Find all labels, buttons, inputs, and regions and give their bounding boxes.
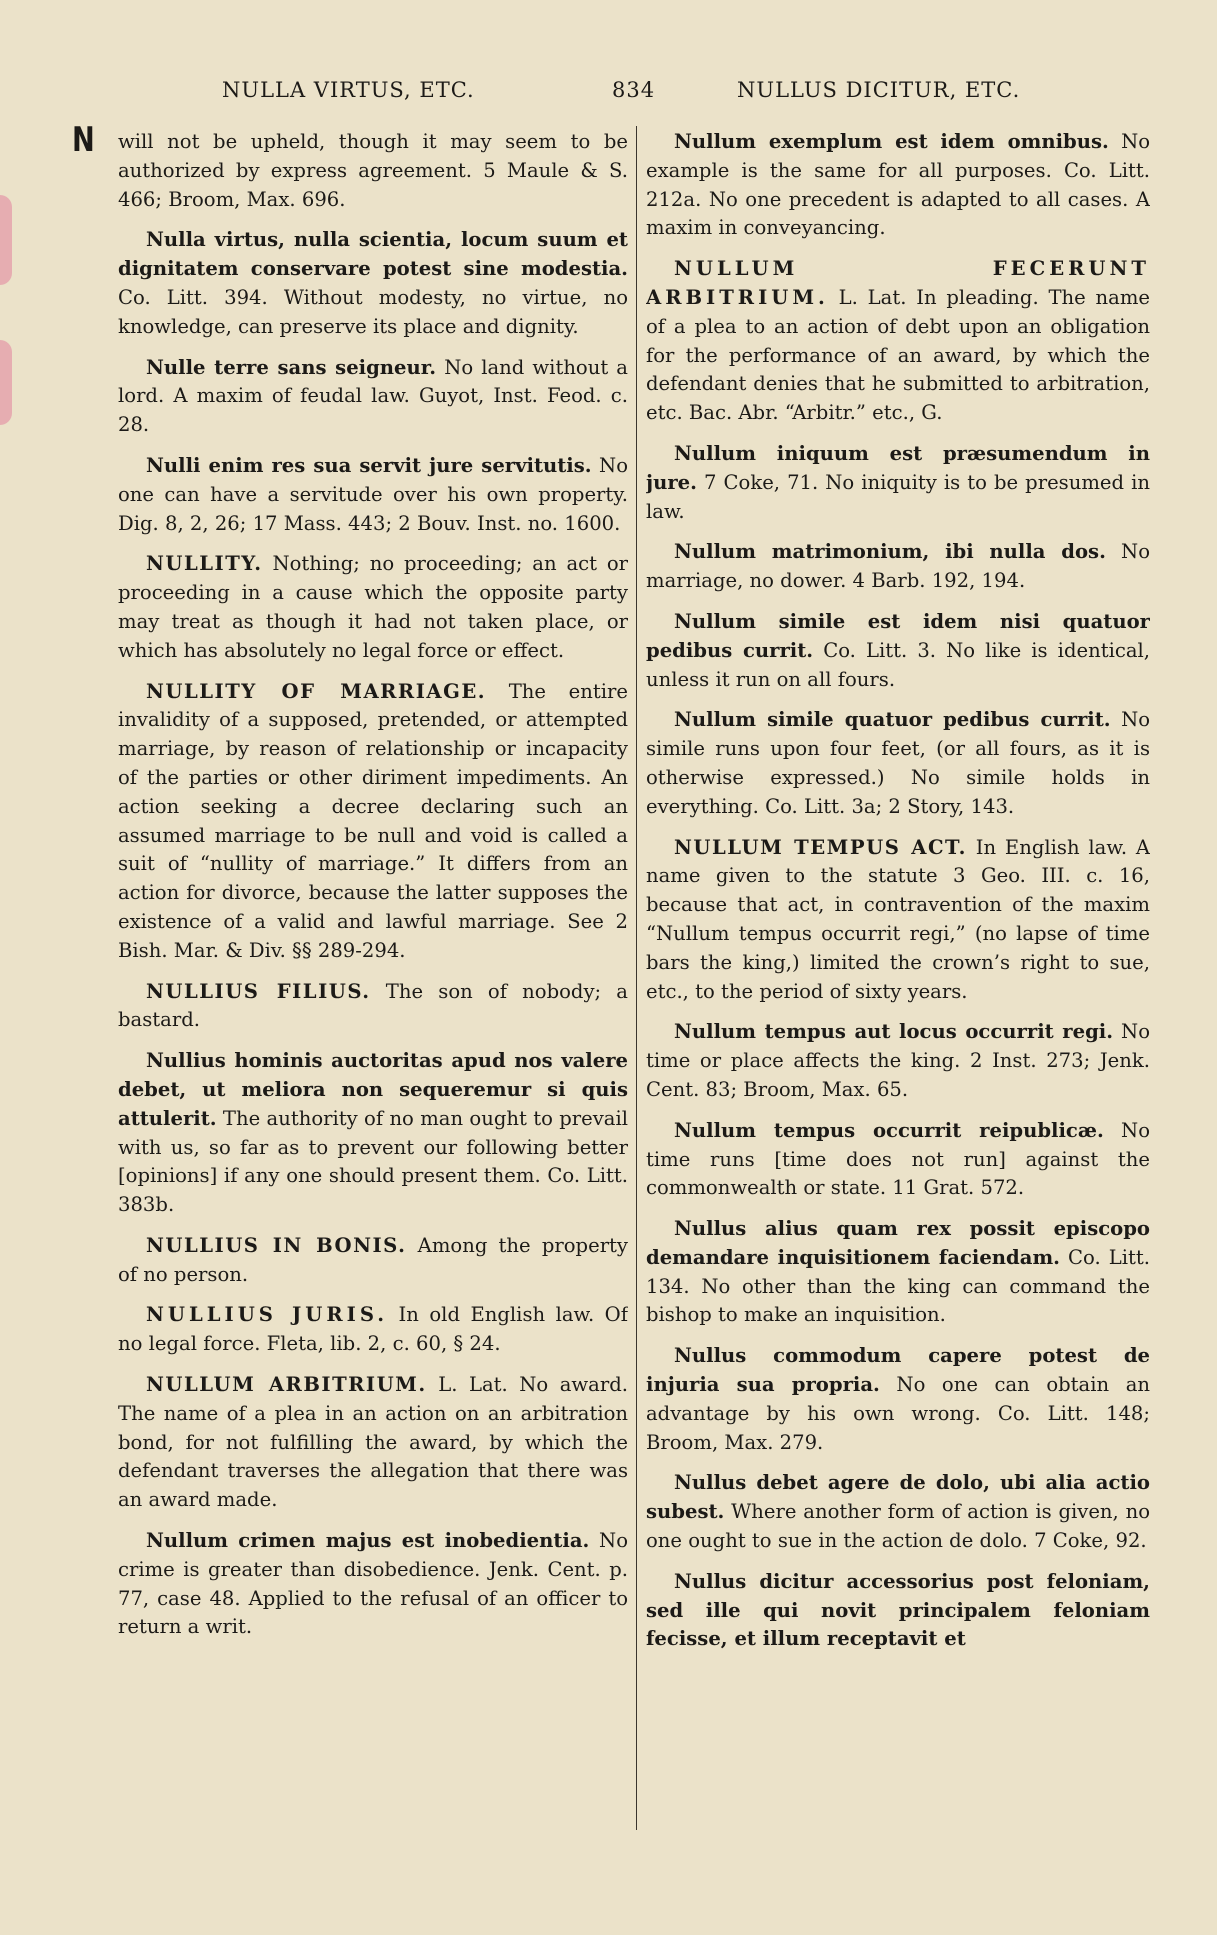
- dictionary-entry: [646, 538, 1150, 596]
- entry-body: Where another form of action is given, no one ought to sue in the action de dolo. 7 Coke, 92.: [646, 1500, 1150, 1553]
- entry-headword: NULLIUS FILIUS.: [146, 979, 371, 1003]
- entry-body: L. Lat. No award. The name of a plea in an action on an arbitration bond, for not fulfilling the award, by which the defendant traverses the allegation that there was an award made.: [118, 1373, 628, 1512]
- dictionary-entry: [118, 128, 628, 214]
- dictionary-entry: [118, 1527, 628, 1642]
- entry-body: Co. Litt. 134. No other than the king can command the bishop to make an inquisition.: [646, 1245, 1150, 1327]
- page-number: 834: [612, 78, 656, 102]
- entry-headword: NULLUM FECERUNT ARBITRIUM.: [646, 257, 1150, 309]
- entry-body: No simile runs upon four feet, (or all fours, as it is otherwise expressed.) No simile holds in everything. Co. Litt. 3a; 2 Story, 143.: [646, 708, 1150, 818]
- entry-body: The authority of no man ought to prevail with us, so far as to prevent our following better [opinions] if any one should present them. Co. Litt. 383b.: [118, 1106, 628, 1217]
- dictionary-entry: [646, 1018, 1150, 1104]
- right-column: [646, 128, 1150, 1848]
- dictionary-entry: [118, 1371, 628, 1515]
- dictionary-entry: [646, 1117, 1150, 1203]
- dictionary-entry: [118, 354, 628, 440]
- entry-body: 7 Coke, 71. No iniquity is to be presumed in law.: [646, 470, 1150, 523]
- dictionary-entry: [646, 128, 1150, 243]
- dictionary-entry: [118, 978, 628, 1036]
- entry-body: No marriage, no dower. 4 Barb. 192, 194.: [646, 540, 1150, 593]
- dictionary-entry: [646, 1568, 1150, 1654]
- entry-headword: NULLUM TEMPUS ACT.: [674, 835, 967, 859]
- entry-headword: Nulle terre sans seigneur.: [146, 355, 437, 379]
- entry-body: Among the property of no person.: [118, 1233, 628, 1286]
- page-edge-stain: [0, 195, 12, 285]
- dictionary-entry: [118, 678, 628, 966]
- entry-body: Co. Litt. 3. No like is identical, unless it run on all fours.: [646, 638, 1150, 691]
- running-head: [0, 78, 1217, 104]
- entry-body: No crime is greater than disobedience. Jenk. Cent. p. 77, case 48. Applied to the refusal of an officer to return a writ.: [118, 1529, 628, 1639]
- entry-body: No land without a lord. A maxim of feudal law. Guyot, Inst. Feod. c. 28.: [118, 355, 628, 437]
- entry-body: In old English law. Of no legal force. Fleta, lib. 2, c. 60, § 24.: [118, 1303, 628, 1356]
- entry-headword: Nullum iniquum est præsumendum in jure.: [646, 441, 1150, 494]
- dictionary-entry: [118, 452, 628, 538]
- column-rule: [636, 126, 637, 1830]
- entry-headword: Nulli enim res sua servit jure servitutis.: [146, 453, 592, 477]
- entry-headword: Nullus commodum capere potest de injuria sua propria.: [646, 1344, 1150, 1397]
- entry-headword: Nullum simile est idem nisi quatuor pedibus currit.: [646, 609, 1150, 662]
- entry-body: No one can obtain an advantage by his own wrong. Co. Litt. 148; Broom, Max. 279.: [646, 1373, 1150, 1454]
- entry-body: Nothing; no proceeding; an act or proceeding in a cause which the opposite party may treat as though it had not taken place, or which has absolutely no legal force or effect.: [118, 552, 628, 662]
- entry-body: No time or place affects the king. 2 Inst. 273; Jenk. Cent. 83; Broom, Max. 65.: [646, 1020, 1150, 1101]
- entry-headword: Nullum simile quatuor pedibus currit.: [674, 708, 1111, 732]
- entry-headword: NULLIUS IN BONIS.: [146, 1233, 407, 1257]
- dictionary-entry: [646, 1342, 1150, 1457]
- entry-headword: Nullum matrimonium, ibi nulla dos.: [674, 540, 1106, 564]
- entry-body: In English law. A name given to the statute 3 Geo. III. c. 16, because that act, in contravention of the maxim “Nullum tempus occurrit regi,” (no lapse of time bars the king,) limited the crown’s right to sue, etc., to the period of sixty years.: [646, 835, 1150, 1003]
- entry-body: L. Lat. In pleading. The name of a plea to an action of debt upon an obligation for the performance of an award, by which the defendant denies that he submitted to arbitration, etc. Bac. Abr. “Arbitr.” etc., G.: [646, 285, 1150, 425]
- page-edge-stain: [0, 340, 12, 425]
- entry-body: No example is the same for all purposes. Co. Litt. 212a. No one precedent is adapted to all cases. A maxim in conveyancing.: [646, 130, 1150, 240]
- entry-headword: Nullus debet agere de dolo, ubi alia actio subest.: [646, 1471, 1150, 1524]
- dictionary-entry: [646, 255, 1150, 428]
- dictionary-entry: [118, 550, 628, 665]
- entry-headword: Nullum tempus occurrit reipublicæ.: [674, 1118, 1104, 1142]
- dictionary-entry: [646, 608, 1150, 694]
- dictionary-entry: [118, 1047, 628, 1220]
- dictionary-entry: [646, 706, 1150, 821]
- entry-headword: NULLITY.: [146, 552, 263, 576]
- dictionary-entry: [646, 1469, 1150, 1555]
- dictionary-entry: [118, 1301, 628, 1359]
- running-head-left: NULLA VIRTUS, ETC.: [222, 78, 475, 102]
- entry-headword: Nulla virtus, nulla scientia, locum suum et dignitatem conservare potest sine modestia.: [118, 228, 628, 281]
- left-column: [118, 128, 628, 1848]
- thumb-index-letter: N: [72, 120, 95, 160]
- entry-headword: Nullum tempus aut locus occurrit regi.: [674, 1020, 1114, 1044]
- entry-headword: Nullum crimen majus est inobedientia.: [146, 1529, 590, 1553]
- entry-body: Co. Litt. 394. Without modesty, no virtue, no knowledge, can preserve its place and dignity.: [118, 285, 628, 338]
- entry-headword: Nullum exemplum est idem omnibus.: [674, 130, 1109, 153]
- dictionary-entry: [118, 226, 628, 341]
- dictionary-entry: [646, 834, 1150, 1007]
- entry-headword: Nullus alius quam rex possit episcopo demandare inquisitionem faciendam.: [646, 1217, 1150, 1269]
- entry-headword: Nullus dicitur accessorius post feloniam, sed ille qui novit principalem feloniam fecisse, et illum receptavit et: [646, 1569, 1150, 1651]
- running-head-right: NULLUS DICITUR, ETC.: [737, 78, 1021, 102]
- dictionary-entry: [646, 440, 1150, 526]
- entry-headword: NULLIUS JURIS.: [146, 1303, 389, 1327]
- entry-body: The entire invalidity of a supposed, pretended, or attempted marriage, by reason of relationship or incapacity of the parties or other diriment impediments. An action seeking a decree declaring such an assumed marriage to be null and void is called a suit of “nullity of marriage.” It differs from an action for divorce, because the latter supposes the existence of a valid and lawful marriage. See 2 Bish. Mar. & Div. §§ 289-294.: [118, 679, 628, 962]
- entry-body: No time runs [time does not run] against the commonwealth or state. 11 Grat. 572.: [646, 1118, 1150, 1200]
- entry-headword: NULLUM ARBITRIUM.: [146, 1373, 427, 1397]
- dictionary-entry: [118, 1232, 628, 1290]
- entry-body: will not be upheld, though it may seem to be authorized by express agreement. 5 Maule & S. 466; Broom, Max. 696.: [118, 130, 628, 211]
- entry-headword: NULLITY OF MARRIAGE.: [146, 679, 487, 703]
- entry-body: The son of nobody; a bastard.: [118, 979, 628, 1032]
- entry-headword: Nullius hominis auctoritas apud nos valere debet, ut meliora non sequeremur si quis attulerit.: [118, 1049, 628, 1130]
- entry-body: No one can have a servitude over his own property. Dig. 8, 2, 26; 17 Mass. 443; 2 Bouv. Inst. no. 1600.: [118, 453, 628, 535]
- dictionary-entry: [646, 1215, 1150, 1330]
